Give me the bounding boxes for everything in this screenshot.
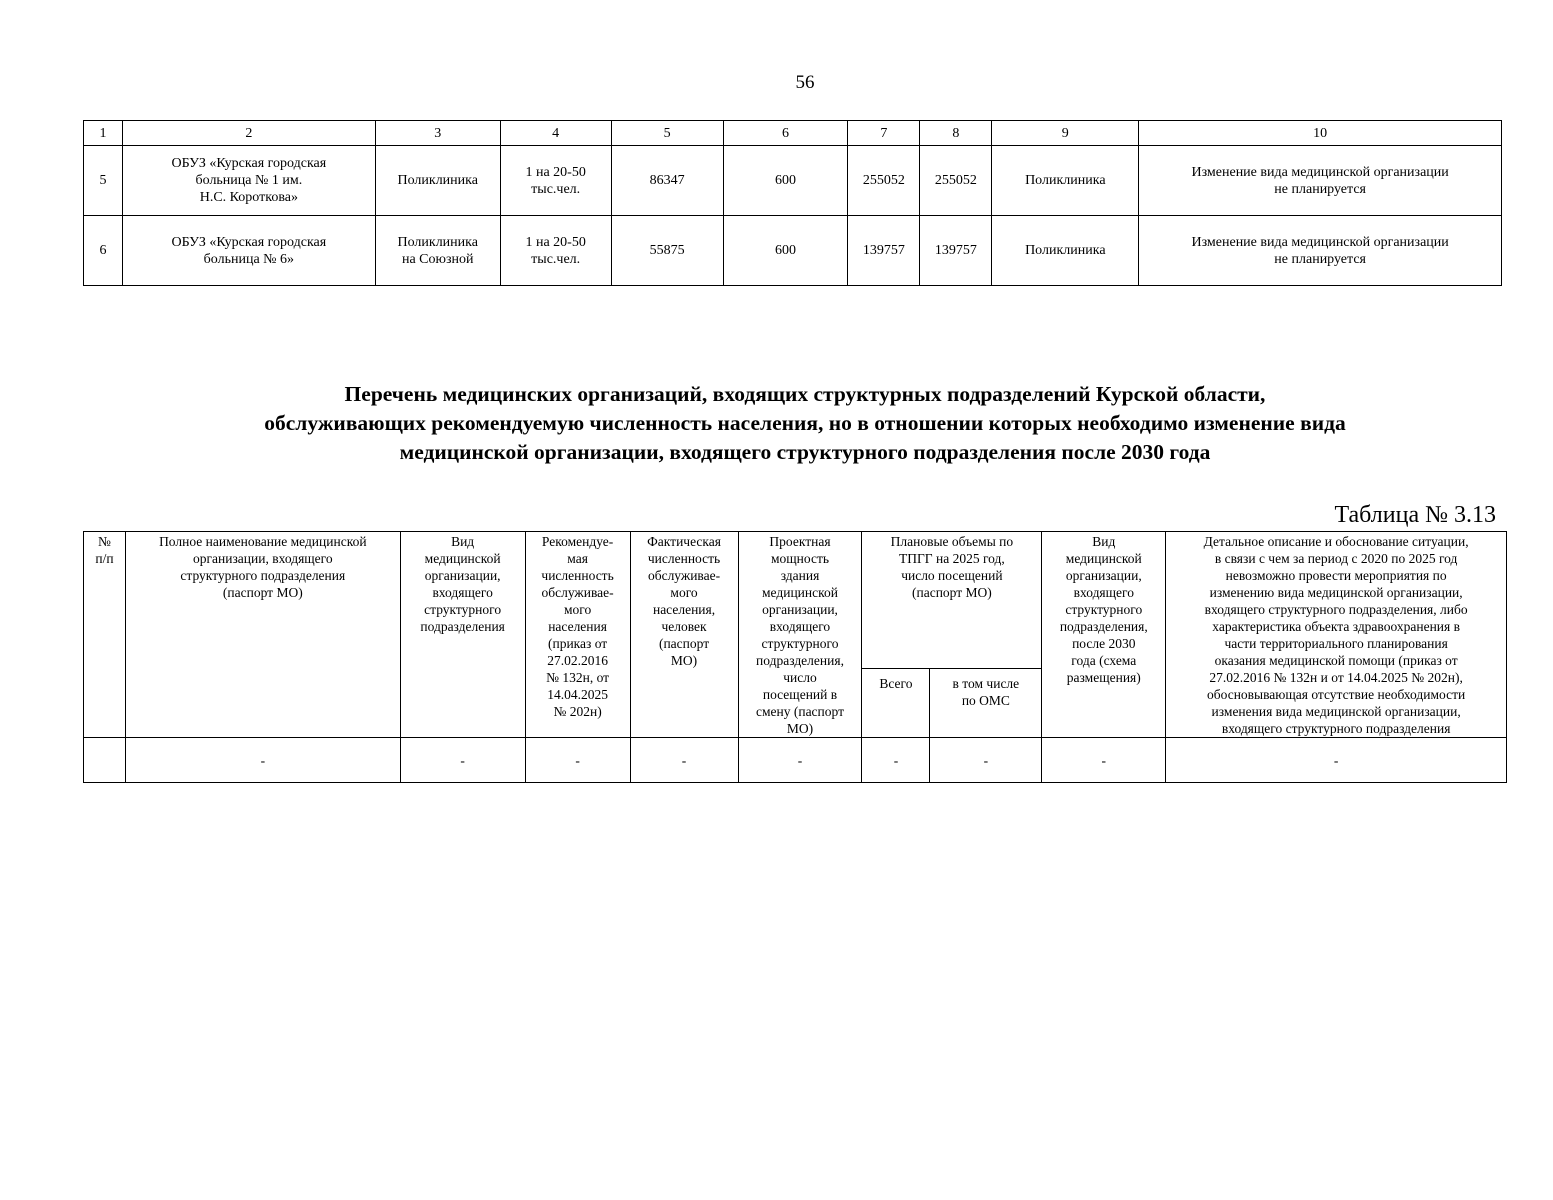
table-cell: - bbox=[400, 738, 525, 783]
column-number: 2 bbox=[122, 121, 375, 146]
column-number: 8 bbox=[920, 121, 992, 146]
planned-total: 255052 bbox=[848, 146, 920, 216]
row-number: 6 bbox=[84, 216, 123, 286]
column-number: 3 bbox=[375, 121, 500, 146]
organization-type: Поликлиника на Союзной bbox=[375, 216, 500, 286]
column-number-row bbox=[84, 121, 1502, 146]
header-type: Вид медицинской организации, входящего структурного подразделения bbox=[400, 532, 525, 738]
table-cell: - bbox=[125, 738, 400, 783]
page-number: 56 bbox=[795, 72, 815, 93]
capacity: 600 bbox=[723, 216, 848, 286]
recommended-population: 1 на 20-50 тыс.чел. bbox=[500, 146, 611, 216]
organization-type: Поликлиника bbox=[375, 146, 500, 216]
table-row bbox=[84, 738, 1507, 783]
table-row bbox=[84, 146, 1502, 216]
planned-oms: 139757 bbox=[920, 216, 992, 286]
type-after-2030: Поликлиника bbox=[992, 146, 1139, 216]
table-cell: - bbox=[525, 738, 630, 783]
actual-population: 55875 bbox=[611, 216, 723, 286]
section-title: Перечень медицинских организаций, входящих структурных подразделений Курской области, обслуживающих рекомендуемую численность населения, но в отношении которых необходимо изменение вида медицинской организации, входящего структурного подразделения после 2030 года bbox=[264, 382, 1346, 464]
table-cell bbox=[84, 738, 126, 783]
header-row bbox=[84, 532, 1507, 669]
table-cell: - bbox=[630, 738, 738, 783]
header-total: Всего bbox=[862, 669, 930, 738]
header-num: № п/п bbox=[84, 532, 126, 738]
table-cell: - bbox=[1166, 738, 1507, 783]
recommended-population: 1 на 20-50 тыс.чел. bbox=[500, 216, 611, 286]
row-number: 5 bbox=[84, 146, 123, 216]
header-type-after: Вид медицинской организации, входящего структурного подразделения, после 2030 года (схема размещения) bbox=[1042, 532, 1166, 738]
planned-oms: 255052 bbox=[920, 146, 992, 216]
description: Изменение вида медицинской организации не планируется bbox=[1139, 146, 1502, 216]
organization-name: ОБУЗ «Курская городская больница № 1 им. Н.С. Короткова» bbox=[122, 146, 375, 216]
header-description: Детальное описание и обоснование ситуации, в связи с чем за период с 2020 по 2025 год невозможно провести мероприятия по изменению вида медицинской организации, входящего структурного подразделения, либо характеристика объекта здравоохранения в части территориального планирования оказания медицинской помощи (приказ от 27.02.2016 № 132н и от 14.04.2025 № 202н), обосновывающая отсутствие необходимости изменения вида медицинской организации, входящего структурного подразделения bbox=[1166, 532, 1507, 738]
header-planned: Плановые объемы по ТПГГ на 2025 год, число посещений (паспорт МО) bbox=[862, 532, 1042, 669]
header-capacity: Проектная мощность здания медицинской организации, входящего структурного подразделения, число посещений в смену (паспорт МО) bbox=[738, 532, 862, 738]
column-number: 1 bbox=[84, 121, 123, 146]
header-actual: Фактическая численность обслуживае- мого населения, человек (паспорт МО) bbox=[630, 532, 738, 738]
organizations-table bbox=[83, 531, 1507, 783]
planned-total: 139757 bbox=[848, 216, 920, 286]
header-recommended: Рекомендуе- мая численность обслуживае- мого населения (приказ от 27.02.2016 № 132н, от 14.04.2025 № 202н) bbox=[525, 532, 630, 738]
column-number: 4 bbox=[500, 121, 611, 146]
description: Изменение вида медицинской организации не планируется bbox=[1139, 216, 1502, 286]
capacity: 600 bbox=[723, 146, 848, 216]
table-caption: Таблица № 3.13 bbox=[1334, 502, 1496, 528]
column-number: 5 bbox=[611, 121, 723, 146]
column-number: 7 bbox=[848, 121, 920, 146]
column-number: 10 bbox=[1139, 121, 1502, 146]
header-oms: в том числе по ОМС bbox=[930, 669, 1042, 738]
actual-population: 86347 bbox=[611, 146, 723, 216]
table-row bbox=[84, 216, 1502, 286]
column-number: 6 bbox=[723, 121, 848, 146]
organization-name: ОБУЗ «Курская городская больница № 6» bbox=[122, 216, 375, 286]
table-cell: - bbox=[862, 738, 930, 783]
type-after-2030: Поликлиника bbox=[992, 216, 1139, 286]
column-number: 9 bbox=[992, 121, 1139, 146]
continued-table bbox=[83, 120, 1502, 286]
header-name: Полное наименование медицинской организации, входящего структурного подразделения (паспорт МО) bbox=[125, 532, 400, 738]
table-cell: - bbox=[738, 738, 862, 783]
table-cell: - bbox=[1042, 738, 1166, 783]
table-cell: - bbox=[930, 738, 1042, 783]
